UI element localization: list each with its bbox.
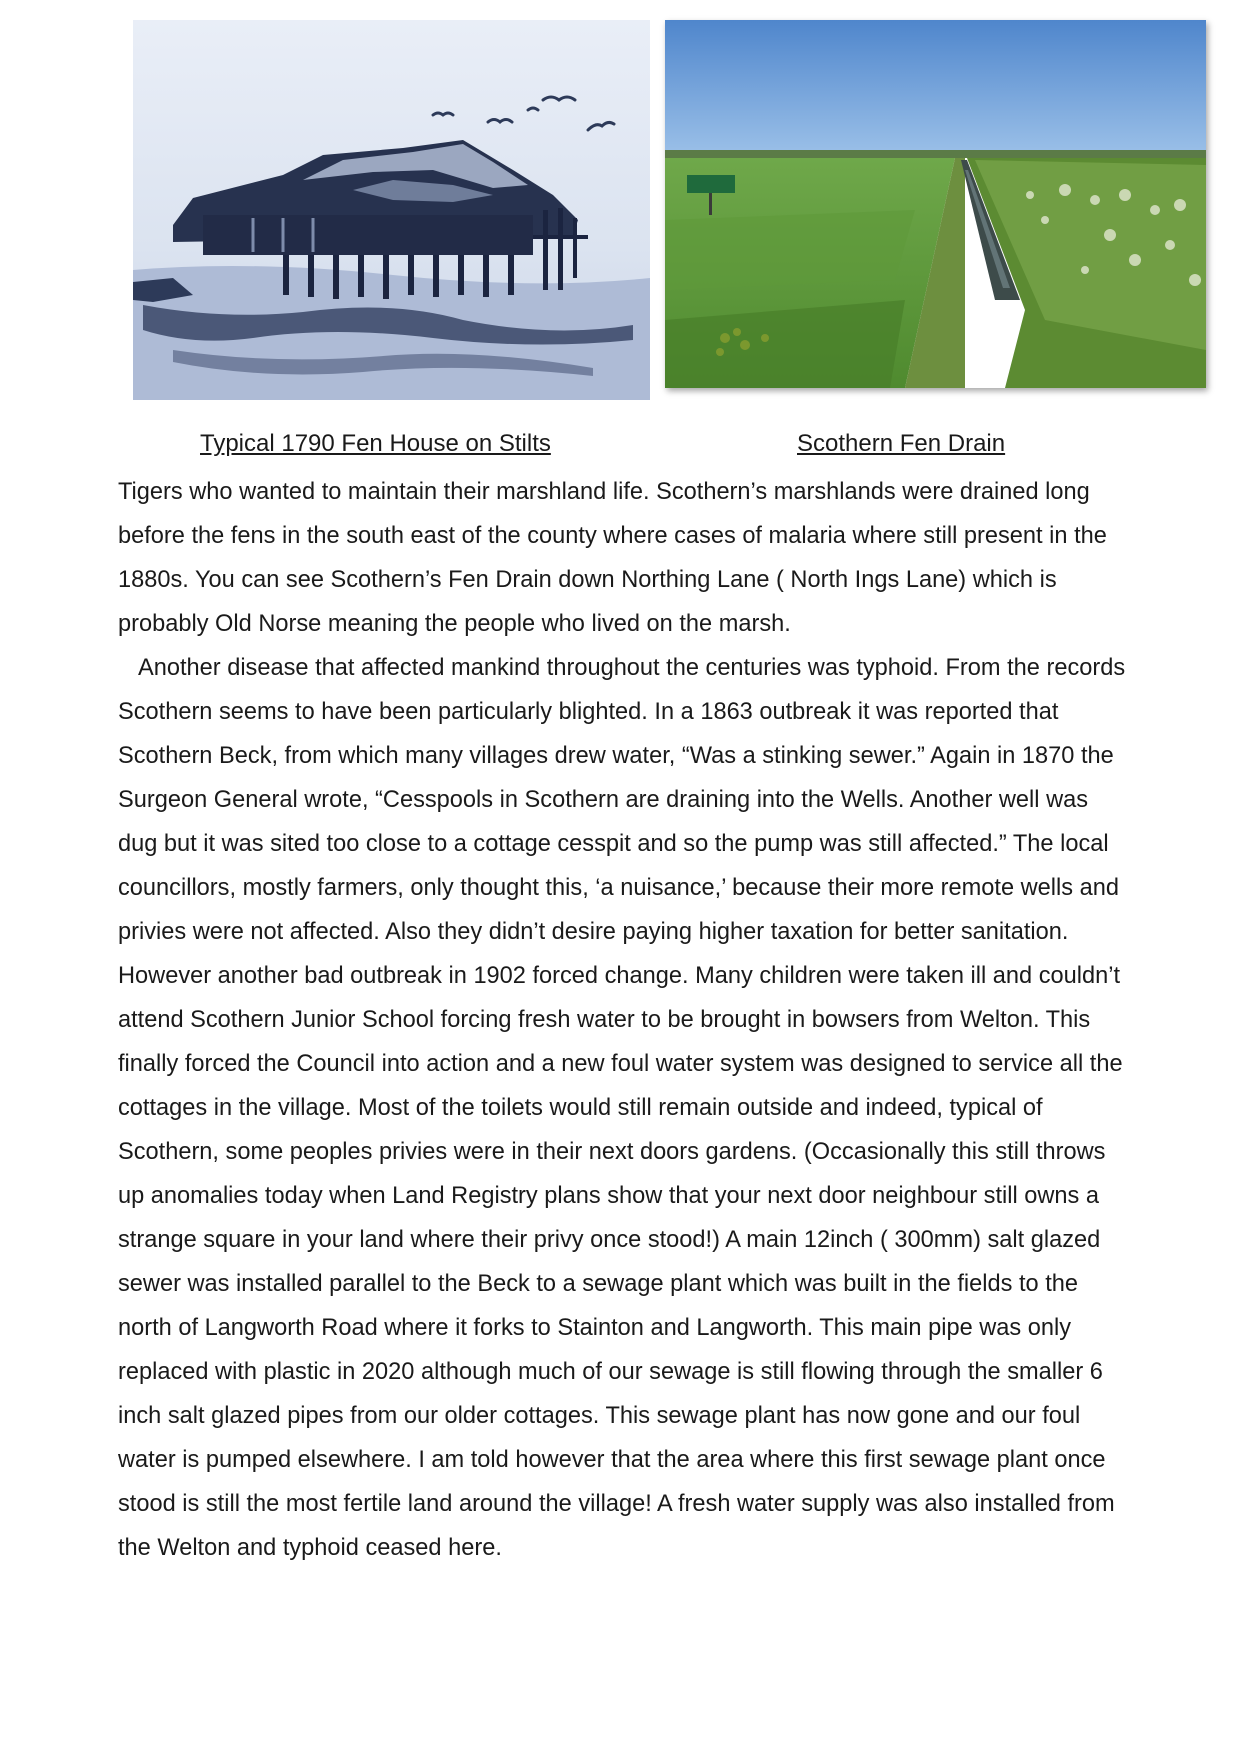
fen-house-caption: Typical 1790 Fen House on Stilts — [200, 430, 551, 457]
fen-drain-caption: Scothern Fen Drain — [797, 430, 1006, 457]
fen-drain-photo — [665, 20, 1206, 388]
article-body — [118, 470, 1128, 1570]
fen-house-photo — [133, 20, 650, 400]
paragraph: Tigers who wanted to maintain their marshland life. Scothern’s marshlands were drained long before the fens in the south east of the county where cases of malaria where still present in the 1880s. You can see Scothern’s Fen Drain down Northing Lane ( North Ings Lane) which is probably Old Norse meaning the people who lived on the marsh. — [118, 479, 1107, 637]
paragraph: Another disease that affected mankind throughout the centuries was typhoid. From the records Scothern seems to have been particularly blighted. In a 1863 outbreak it was reported that Scothern Beck, from which many villages drew water, “Was a stinking sewer.” Again in 1870 the Surgeon General wrote, “Cesspools in Scothern are draining into the Wells. Another well was dug but it was sited too close to a cottage cesspit and so the pump was still affected.” The local councillors, mostly farmers, only thought this, ‘a nuisance,’ because their more remote wells and privies were not affected. Also they didn’t desire paying higher taxation for better sanitation. However another bad outbreak in 1902 forced change. Many children were taken ill and couldn’t attend Scothern Junior School forcing fresh water to be brought in bowsers from Welton. This finally forced the Council into action and a new foul water system was designed to service all the cottages in the village. Most of the toilets would still remain outside and indeed, typical of Scothern, some peoples privies were in their next doors gardens. (Occasionally this still throws up anomalies today when Land Registry plans show that your next door neighbour still owns a strange square in your land where their privy once stood!) A main 12inch ( 300mm) salt glazed sewer was installed parallel to the Beck to a sewage plant which was built in the fields to the north of Langworth Road where it forks to Stainton and Langworth. This main pipe was only replaced with plastic in 2020 although much of our sewage is still flowing through the smaller 6 inch salt glazed pipes from our older cottages. This sewage plant has now gone and our foul water is pumped elsewhere. I am told however that the area where this first sewage plant once stood is still the most fertile land around the village! A fresh water supply was also installed from the Welton and typhoid ceased here. — [118, 655, 1126, 1561]
